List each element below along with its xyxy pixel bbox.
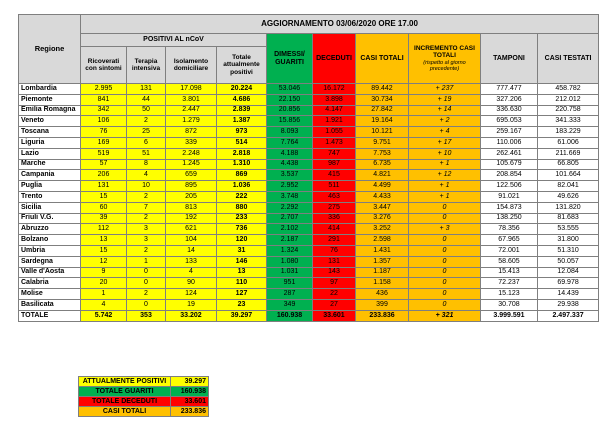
incremento-cell: + 3 bbox=[409, 224, 481, 235]
ricoverati-cell: 39 bbox=[81, 213, 127, 224]
incremento-cell: + 1 bbox=[409, 191, 481, 202]
ricoverati-cell: 169 bbox=[81, 137, 127, 148]
table-row bbox=[19, 235, 599, 246]
isolamento-cell: 3.801 bbox=[166, 94, 217, 105]
region-cell: Marche bbox=[19, 159, 81, 170]
dimessi-cell: 20.856 bbox=[267, 105, 313, 116]
totale-positivi-cell: 1.036 bbox=[217, 181, 267, 192]
table-row bbox=[19, 289, 599, 300]
dimessi-header: DIMESSI/ GUARITI bbox=[267, 34, 313, 84]
casi-testati-cell: 50.057 bbox=[538, 256, 599, 267]
casi-testati-cell: 69.978 bbox=[538, 278, 599, 289]
dimessi-cell: 1.324 bbox=[267, 245, 313, 256]
ricoverati-cell: 76 bbox=[81, 127, 127, 138]
incremento-cell: 0 bbox=[409, 213, 481, 224]
deceduti-cell: 987 bbox=[313, 159, 356, 170]
isolamento-cell: 659 bbox=[166, 170, 217, 181]
deceduti-cell: 97 bbox=[313, 278, 356, 289]
incremento-cell: + 237 bbox=[409, 84, 481, 95]
totale-positivi-cell: 973 bbox=[217, 127, 267, 138]
terapia-cell: 0 bbox=[127, 278, 166, 289]
summary-positivi-label: ATTUALMENTE POSITIVI bbox=[79, 377, 171, 387]
dimessi-cell: 2.952 bbox=[267, 181, 313, 192]
terapia-cell: 1 bbox=[127, 256, 166, 267]
isolamento-cell: 90 bbox=[166, 278, 217, 289]
incremento-cell: + 17 bbox=[409, 137, 481, 148]
table-row bbox=[19, 278, 599, 289]
region-cell: Lazio bbox=[19, 148, 81, 159]
casi-testati-cell: 341.333 bbox=[538, 116, 599, 127]
casi-testati-cell: 81.683 bbox=[538, 213, 599, 224]
region-cell: Calabria bbox=[19, 278, 81, 289]
casi-totali-cell: 27.842 bbox=[356, 105, 409, 116]
totale-positivi-cell: 1.387 bbox=[217, 116, 267, 127]
tamponi-cell: 30.708 bbox=[481, 299, 538, 310]
totale-positivi-cell: 127 bbox=[217, 289, 267, 300]
incremento-header-note: (rispetto al giorno precedente) bbox=[423, 59, 466, 72]
ricoverati-cell: 2.995 bbox=[81, 84, 127, 95]
terapia-cell: 131 bbox=[127, 84, 166, 95]
ricoverati-cell: 13 bbox=[81, 235, 127, 246]
terapia-cell: 2 bbox=[127, 116, 166, 127]
terapia-cell: 6 bbox=[127, 137, 166, 148]
incremento-cell: + 10 bbox=[409, 148, 481, 159]
totale-positivi-cell: 39.297 bbox=[217, 310, 267, 321]
summary-row-casi bbox=[79, 407, 209, 417]
table-row bbox=[19, 94, 599, 105]
ricoverati-header: Ricoverati con sintomi bbox=[81, 47, 127, 84]
terapia-cell: 7 bbox=[127, 202, 166, 213]
table-row bbox=[19, 181, 599, 192]
summary-deceduti-value: 33.601 bbox=[171, 397, 209, 407]
casi-testati-cell: 131.820 bbox=[538, 202, 599, 213]
totale-positivi-cell: 120 bbox=[217, 235, 267, 246]
deceduti-cell: 16.172 bbox=[313, 84, 356, 95]
ricoverati-cell: 131 bbox=[81, 181, 127, 192]
isolamento-cell: 1.279 bbox=[166, 116, 217, 127]
casi-totali-cell: 4.433 bbox=[356, 191, 409, 202]
casi-totali-cell: 4.499 bbox=[356, 181, 409, 192]
dimessi-cell: 7.764 bbox=[267, 137, 313, 148]
casi-testati-cell: 31.800 bbox=[538, 235, 599, 246]
table-row bbox=[19, 84, 599, 95]
incremento-cell: + 4 bbox=[409, 127, 481, 138]
casi-totali-cell: 3.252 bbox=[356, 224, 409, 235]
tamponi-cell: 154.873 bbox=[481, 202, 538, 213]
isolamento-cell: 872 bbox=[166, 127, 217, 138]
casi-totali-cell: 1.357 bbox=[356, 256, 409, 267]
dimessi-cell: 22.150 bbox=[267, 94, 313, 105]
totale-positivi-cell: 13 bbox=[217, 267, 267, 278]
table-row bbox=[19, 159, 599, 170]
region-cell: Abruzzo bbox=[19, 224, 81, 235]
terapia-cell: 2 bbox=[127, 191, 166, 202]
table-row bbox=[19, 127, 599, 138]
dimessi-cell: 8.093 bbox=[267, 127, 313, 138]
casi-testati-cell: 183.229 bbox=[538, 127, 599, 138]
region-cell: Piemonte bbox=[19, 94, 81, 105]
casi-totali-cell: 1.431 bbox=[356, 245, 409, 256]
totale-positivi-cell: 4.686 bbox=[217, 94, 267, 105]
tamponi-cell: 78.356 bbox=[481, 224, 538, 235]
summary-row-guariti bbox=[79, 387, 209, 397]
casi-testati-cell: 212.012 bbox=[538, 94, 599, 105]
table-row bbox=[19, 148, 599, 159]
terapia-cell: 44 bbox=[127, 94, 166, 105]
dimessi-cell: 2.102 bbox=[267, 224, 313, 235]
deceduti-cell: 511 bbox=[313, 181, 356, 192]
tamponi-cell: 259.167 bbox=[481, 127, 538, 138]
tamponi-cell: 15.123 bbox=[481, 289, 538, 300]
ricoverati-cell: 106 bbox=[81, 116, 127, 127]
totale-positivi-cell: 736 bbox=[217, 224, 267, 235]
ricoverati-cell: 112 bbox=[81, 224, 127, 235]
casi-testati-cell: 458.782 bbox=[538, 84, 599, 95]
terapia-cell: 8 bbox=[127, 159, 166, 170]
casi-totali-cell: 3.447 bbox=[356, 202, 409, 213]
table-row bbox=[19, 267, 599, 278]
terapia-cell: 50 bbox=[127, 105, 166, 116]
table-row bbox=[19, 245, 599, 256]
casi-totali-cell: 1.187 bbox=[356, 267, 409, 278]
ricoverati-cell: 57 bbox=[81, 159, 127, 170]
incremento-cell: + 2 bbox=[409, 116, 481, 127]
tamponi-cell: 15.413 bbox=[481, 267, 538, 278]
incremento-header bbox=[409, 34, 481, 84]
casi-testati-cell: 12.084 bbox=[538, 267, 599, 278]
table-row bbox=[19, 213, 599, 224]
casi-totali-cell: 1.158 bbox=[356, 278, 409, 289]
deceduti-cell: 3.898 bbox=[313, 94, 356, 105]
terapia-cell: 2 bbox=[127, 213, 166, 224]
casi-totali-cell: 6.735 bbox=[356, 159, 409, 170]
table-row bbox=[19, 191, 599, 202]
region-cell: Bolzano bbox=[19, 235, 81, 246]
ricoverati-cell: 4 bbox=[81, 299, 127, 310]
totale-positivi-cell: 23 bbox=[217, 299, 267, 310]
ricoverati-cell: 60 bbox=[81, 202, 127, 213]
casi-testati-cell: 51.310 bbox=[538, 245, 599, 256]
deceduti-cell: 143 bbox=[313, 267, 356, 278]
casi-totali-cell: 10.121 bbox=[356, 127, 409, 138]
casi-testati-cell: 49.626 bbox=[538, 191, 599, 202]
update-title: AGGIORNAMENTO 03/06/2020 ORE 17.00 bbox=[81, 15, 599, 34]
dimessi-cell: 4.438 bbox=[267, 159, 313, 170]
incremento-cell: 0 bbox=[409, 245, 481, 256]
ricoverati-cell: 20 bbox=[81, 278, 127, 289]
table-row bbox=[19, 116, 599, 127]
casi-totali-cell: 2.598 bbox=[356, 235, 409, 246]
isolamento-cell: 2.248 bbox=[166, 148, 217, 159]
isolamento-cell: 192 bbox=[166, 213, 217, 224]
terapia-cell: 0 bbox=[127, 299, 166, 310]
casi-totali-header: CASI TOTALI bbox=[356, 34, 409, 84]
dimessi-cell: 4.188 bbox=[267, 148, 313, 159]
casi-testati-cell: 82.041 bbox=[538, 181, 599, 192]
isolamento-cell: 19 bbox=[166, 299, 217, 310]
summary-positivi-value: 39.297 bbox=[171, 377, 209, 387]
region-cell: Valle d'Aosta bbox=[19, 267, 81, 278]
region-cell: Molise bbox=[19, 289, 81, 300]
tamponi-cell: 105.679 bbox=[481, 159, 538, 170]
totale-positivi-cell: 233 bbox=[217, 213, 267, 224]
tamponi-cell: 138.250 bbox=[481, 213, 538, 224]
region-cell: Trento bbox=[19, 191, 81, 202]
terapia-cell: 353 bbox=[127, 310, 166, 321]
casi-totali-cell: 19.164 bbox=[356, 116, 409, 127]
summary-deceduti-label: TOTALE DECEDUTI bbox=[79, 397, 171, 407]
summary-casi-label: CASI TOTALI bbox=[79, 407, 171, 417]
casi-totali-cell: 7.753 bbox=[356, 148, 409, 159]
tamponi-header: TAMPONI bbox=[481, 34, 538, 84]
deceduti-cell: 1.921 bbox=[313, 116, 356, 127]
terapia-header: Terapia intensiva bbox=[127, 47, 166, 84]
table-row bbox=[19, 170, 599, 181]
terapia-cell: 3 bbox=[127, 224, 166, 235]
incremento-cell: 0 bbox=[409, 278, 481, 289]
summary-row-positivi bbox=[79, 377, 209, 387]
incremento-cell: 0 bbox=[409, 299, 481, 310]
casi-testati-cell: 14.439 bbox=[538, 289, 599, 300]
casi-totali-cell: 233.836 bbox=[356, 310, 409, 321]
casi-testati-cell: 53.555 bbox=[538, 224, 599, 235]
dimessi-cell: 3.537 bbox=[267, 170, 313, 181]
totale-positivi-cell: 31 bbox=[217, 245, 267, 256]
deceduti-cell: 463 bbox=[313, 191, 356, 202]
ricoverati-cell: 9 bbox=[81, 267, 127, 278]
isolamento-cell: 895 bbox=[166, 181, 217, 192]
dimessi-cell: 2.187 bbox=[267, 235, 313, 246]
tamponi-cell: 122.506 bbox=[481, 181, 538, 192]
tamponi-cell: 262.461 bbox=[481, 148, 538, 159]
incremento-cell: + 12 bbox=[409, 170, 481, 181]
totale-positivi-header: Totale attualmente positivi bbox=[217, 47, 267, 84]
isolamento-header: Isolamento domiciliare bbox=[166, 47, 217, 84]
summary-guariti-label: TOTALE GUARITI bbox=[79, 387, 171, 397]
tamponi-cell: 777.477 bbox=[481, 84, 538, 95]
ricoverati-cell: 15 bbox=[81, 245, 127, 256]
deceduti-cell: 275 bbox=[313, 202, 356, 213]
region-cell: Basilicata bbox=[19, 299, 81, 310]
incremento-cell: 0 bbox=[409, 289, 481, 300]
region-cell: Sardegna bbox=[19, 256, 81, 267]
region-cell: Lombardia bbox=[19, 84, 81, 95]
region-cell: TOTALE bbox=[19, 310, 81, 321]
table-row bbox=[19, 137, 599, 148]
casi-testati-header: CASI TESTATI bbox=[538, 34, 599, 84]
dimessi-cell: 2.707 bbox=[267, 213, 313, 224]
table-row bbox=[19, 224, 599, 235]
ricoverati-cell: 5.742 bbox=[81, 310, 127, 321]
table-body bbox=[19, 84, 599, 322]
tamponi-cell: 72.237 bbox=[481, 278, 538, 289]
table-row bbox=[19, 202, 599, 213]
deceduti-header: DECEDUTI bbox=[313, 34, 356, 84]
tamponi-cell: 91.021 bbox=[481, 191, 538, 202]
ricoverati-cell: 12 bbox=[81, 256, 127, 267]
deceduti-cell: 336 bbox=[313, 213, 356, 224]
deceduti-cell: 27 bbox=[313, 299, 356, 310]
deceduti-cell: 747 bbox=[313, 148, 356, 159]
totale-positivi-cell: 20.224 bbox=[217, 84, 267, 95]
dimessi-cell: 15.856 bbox=[267, 116, 313, 127]
ricoverati-cell: 841 bbox=[81, 94, 127, 105]
incremento-cell: 0 bbox=[409, 256, 481, 267]
tamponi-cell: 208.854 bbox=[481, 170, 538, 181]
deceduti-cell: 33.601 bbox=[313, 310, 356, 321]
casi-totali-cell: 399 bbox=[356, 299, 409, 310]
casi-totali-cell: 89.442 bbox=[356, 84, 409, 95]
incremento-cell: + 1 bbox=[409, 159, 481, 170]
totale-positivi-cell: 1.310 bbox=[217, 159, 267, 170]
totale-positivi-cell: 2.818 bbox=[217, 148, 267, 159]
isolamento-cell: 205 bbox=[166, 191, 217, 202]
isolamento-cell: 2.447 bbox=[166, 105, 217, 116]
ricoverati-cell: 342 bbox=[81, 105, 127, 116]
dimessi-cell: 951 bbox=[267, 278, 313, 289]
isolamento-cell: 14 bbox=[166, 245, 217, 256]
incremento-cell: 0 bbox=[409, 202, 481, 213]
isolamento-cell: 339 bbox=[166, 137, 217, 148]
region-cell: Umbria bbox=[19, 245, 81, 256]
casi-testati-cell: 2.497.337 bbox=[538, 310, 599, 321]
table-row bbox=[19, 299, 599, 310]
tamponi-cell: 3.999.591 bbox=[481, 310, 538, 321]
deceduti-cell: 22 bbox=[313, 289, 356, 300]
totale-positivi-cell: 2.839 bbox=[217, 105, 267, 116]
ricoverati-cell: 206 bbox=[81, 170, 127, 181]
deceduti-cell: 131 bbox=[313, 256, 356, 267]
totale-positivi-cell: 514 bbox=[217, 137, 267, 148]
ricoverati-cell: 519 bbox=[81, 148, 127, 159]
terapia-cell: 51 bbox=[127, 148, 166, 159]
positivi-group-header: POSITIVI AL nCoV bbox=[81, 34, 267, 47]
deceduti-cell: 4.147 bbox=[313, 105, 356, 116]
terapia-cell: 10 bbox=[127, 181, 166, 192]
covid-regional-table bbox=[18, 14, 599, 322]
incremento-header-label: INCREMENTO CASI TOTALI bbox=[414, 44, 475, 59]
incremento-cell: + 19 bbox=[409, 94, 481, 105]
isolamento-cell: 17.098 bbox=[166, 84, 217, 95]
incremento-cell: + 1 bbox=[409, 181, 481, 192]
totale-positivi-cell: 869 bbox=[217, 170, 267, 181]
totale-positivi-cell: 146 bbox=[217, 256, 267, 267]
summary-row-deceduti bbox=[79, 397, 209, 407]
dimessi-cell: 287 bbox=[267, 289, 313, 300]
dimessi-cell: 3.748 bbox=[267, 191, 313, 202]
summary-casi-value: 233.836 bbox=[171, 407, 209, 417]
dimessi-cell: 160.938 bbox=[267, 310, 313, 321]
deceduti-cell: 76 bbox=[313, 245, 356, 256]
tamponi-cell: 58.605 bbox=[481, 256, 538, 267]
dimessi-cell: 1.080 bbox=[267, 256, 313, 267]
casi-testati-cell: 66.805 bbox=[538, 159, 599, 170]
incremento-cell: + 14 bbox=[409, 105, 481, 116]
tamponi-cell: 336.630 bbox=[481, 105, 538, 116]
tamponi-cell: 695.053 bbox=[481, 116, 538, 127]
casi-testati-cell: 61.006 bbox=[538, 137, 599, 148]
casi-totali-cell: 4.821 bbox=[356, 170, 409, 181]
dimessi-cell: 349 bbox=[267, 299, 313, 310]
isolamento-cell: 104 bbox=[166, 235, 217, 246]
tamponi-cell: 110.006 bbox=[481, 137, 538, 148]
totale-positivi-cell: 880 bbox=[217, 202, 267, 213]
summary-table bbox=[78, 376, 209, 417]
region-cell: Liguria bbox=[19, 137, 81, 148]
terapia-cell: 3 bbox=[127, 235, 166, 246]
incremento-cell: + 321 bbox=[409, 310, 481, 321]
isolamento-cell: 133 bbox=[166, 256, 217, 267]
dimessi-cell: 2.292 bbox=[267, 202, 313, 213]
terapia-cell: 25 bbox=[127, 127, 166, 138]
table-row bbox=[19, 105, 599, 116]
terapia-cell: 2 bbox=[127, 245, 166, 256]
totale-positivi-cell: 110 bbox=[217, 278, 267, 289]
deceduti-cell: 291 bbox=[313, 235, 356, 246]
incremento-cell: 0 bbox=[409, 235, 481, 246]
tamponi-cell: 67.965 bbox=[481, 235, 538, 246]
casi-totali-cell: 9.751 bbox=[356, 137, 409, 148]
terapia-cell: 4 bbox=[127, 170, 166, 181]
deceduti-cell: 414 bbox=[313, 224, 356, 235]
terapia-cell: 2 bbox=[127, 289, 166, 300]
region-cell: Campania bbox=[19, 170, 81, 181]
region-header: Regione bbox=[19, 15, 81, 84]
isolamento-cell: 1.245 bbox=[166, 159, 217, 170]
casi-testati-cell: 29.938 bbox=[538, 299, 599, 310]
deceduti-cell: 1.055 bbox=[313, 127, 356, 138]
table-row bbox=[19, 256, 599, 267]
region-cell: Toscana bbox=[19, 127, 81, 138]
incremento-cell: 0 bbox=[409, 267, 481, 278]
deceduti-cell: 1.473 bbox=[313, 137, 356, 148]
casi-totali-cell: 436 bbox=[356, 289, 409, 300]
deceduti-cell: 415 bbox=[313, 170, 356, 181]
ricoverati-cell: 1 bbox=[81, 289, 127, 300]
isolamento-cell: 4 bbox=[166, 267, 217, 278]
terapia-cell: 0 bbox=[127, 267, 166, 278]
casi-testati-cell: 220.758 bbox=[538, 105, 599, 116]
casi-totali-cell: 30.734 bbox=[356, 94, 409, 105]
total-row bbox=[19, 310, 599, 321]
region-cell: Sicilia bbox=[19, 202, 81, 213]
totale-positivi-cell: 222 bbox=[217, 191, 267, 202]
isolamento-cell: 813 bbox=[166, 202, 217, 213]
tamponi-cell: 327.206 bbox=[481, 94, 538, 105]
isolamento-cell: 621 bbox=[166, 224, 217, 235]
isolamento-cell: 33.202 bbox=[166, 310, 217, 321]
region-cell: Friuli V.G. bbox=[19, 213, 81, 224]
casi-testati-cell: 101.664 bbox=[538, 170, 599, 181]
tamponi-cell: 72.001 bbox=[481, 245, 538, 256]
summary-guariti-value: 160.938 bbox=[171, 387, 209, 397]
region-cell: Emilia Romagna bbox=[19, 105, 81, 116]
isolamento-cell: 124 bbox=[166, 289, 217, 300]
ricoverati-cell: 15 bbox=[81, 191, 127, 202]
dimessi-cell: 53.046 bbox=[267, 84, 313, 95]
dimessi-cell: 1.031 bbox=[267, 267, 313, 278]
region-cell: Veneto bbox=[19, 116, 81, 127]
casi-testati-cell: 211.669 bbox=[538, 148, 599, 159]
casi-totali-cell: 3.276 bbox=[356, 213, 409, 224]
region-cell: Puglia bbox=[19, 181, 81, 192]
